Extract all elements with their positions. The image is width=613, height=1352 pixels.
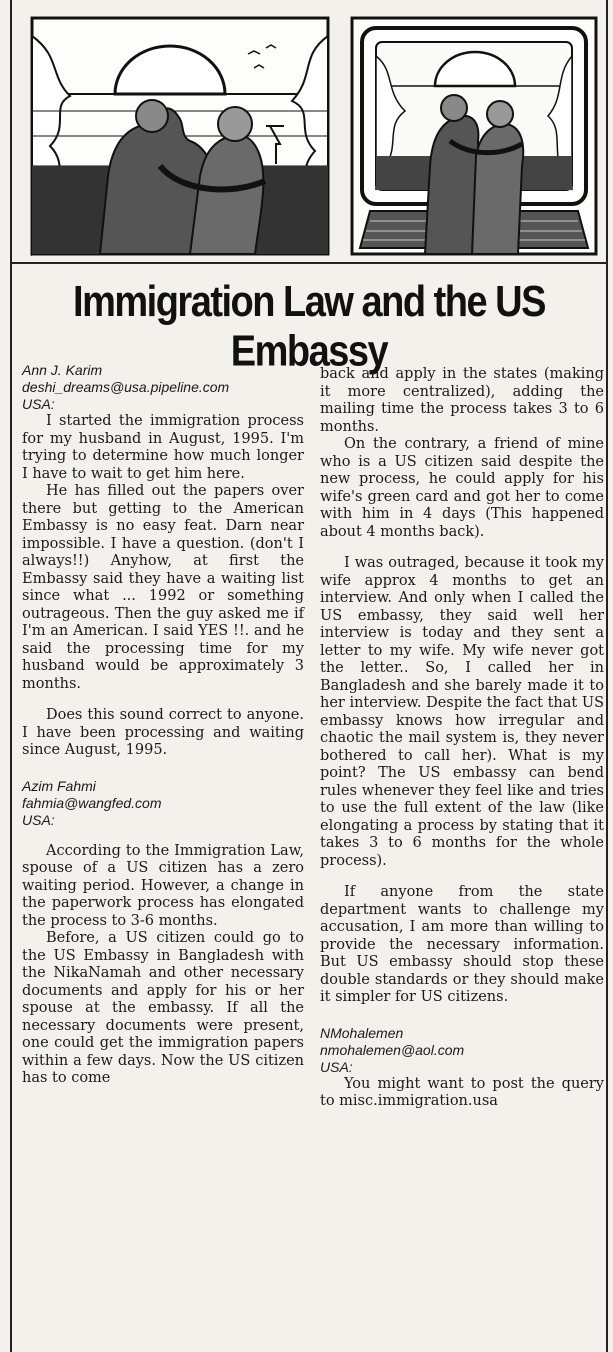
author3-country: USA: (320, 1058, 353, 1075)
author3-email: nmohalemen@aol.com (320, 1041, 465, 1058)
right-paragraph-4: If anyone from the state department wants to challenge my accusation, I am more than willing to provide the necessary information. But US embassy should stop these double standards or they should make it simpler for US citizens. (320, 884, 604, 1005)
couple-sunset-drawing (30, 16, 330, 256)
top-rule (10, 262, 608, 264)
couple-sunset-illustration (30, 16, 330, 256)
author1-email: deshi_dreams@usa.pipeline.com (22, 379, 230, 395)
author2-name: Azim Fahmi (22, 777, 96, 794)
left-paragraph-4: According to the Immigration Law, spouse of a US citizen has a zero waiting period. However, a change in the paperwork process has elongated the process to 3-6 months. (22, 842, 304, 929)
couple-computer-illustration (350, 16, 598, 256)
author1-country: USA: (22, 396, 55, 412)
author1-name: Ann J. Karim (22, 362, 103, 378)
headline: Immigration Law and the US Embassy (73, 278, 545, 376)
left-paragraph-2: He has filled out the papers over there but getting to the American Embassy is no easy feat. Darn near impossible. I have a question. (don't I always!!) Anyhow, at first the Embassy said they have a waiting list since what ... 1992 or something outrageous. Then the guy asked me if I'm an American. I said YES !!. and he said the processing time for my husband would be approximately 3 months. (22, 483, 304, 692)
right-paragraph-3: I was outraged, because it took my wife approx 4 months to get an interview. And only when I called the US embassy, they said well her interview is today and they sent a letter to my wife. My wife never got the letter.. So, I called her in Bangladesh and she barely made it to her interview. Despite the fact that US embassy knows how irregular and chaotic the mail system is, they never bothered to call her). What is my point? The US embassy can bend rules whenever they feel like and tries to use the full extent of the law (like elongating a process by stating that it takes 3 to 6 months for the whole process). (320, 555, 605, 869)
right-paragraph-2: On the contrary, a friend of mine who is a US citizen said despite the new process, he could apply for his wife's green card and got her to come with him in 4 days (This happened about 4 months back). (320, 436, 604, 540)
right-column (320, 366, 604, 1111)
illustration-row (10, 6, 608, 264)
left-column (22, 362, 304, 1088)
author2-country: USA: (22, 811, 55, 828)
right-paragraph-1: back and apply in the states (making it more centralized), adding the mailing time the process takes 3 to 6 months. (320, 366, 604, 435)
author2-email: fahmia@wangfed.com (22, 794, 162, 811)
couple-computer-drawing (350, 16, 598, 256)
author3-name: NMohalemen (320, 1024, 404, 1041)
right-paragraph-5: You might want to post the query to misc.immigration.usa (320, 1075, 604, 1109)
left-paragraph-3: Does this sound correct to anyone. I have been processing and waiting since August, 1995. (22, 707, 304, 758)
left-paragraph-1: I started the immigration process for my husband in August, 1995. I'm trying to determine how much longer I have to wait to get him here. (22, 413, 304, 482)
left-paragraph-5: Before, a US citizen could go to the US Embassy in Bangladesh with the NikaNamah and other necessary documents and apply for his or her spouse at the embassy. If all the necessary documents were present, one could get the immigration papers within a few days. Now the US citizen has to come (22, 930, 304, 1086)
